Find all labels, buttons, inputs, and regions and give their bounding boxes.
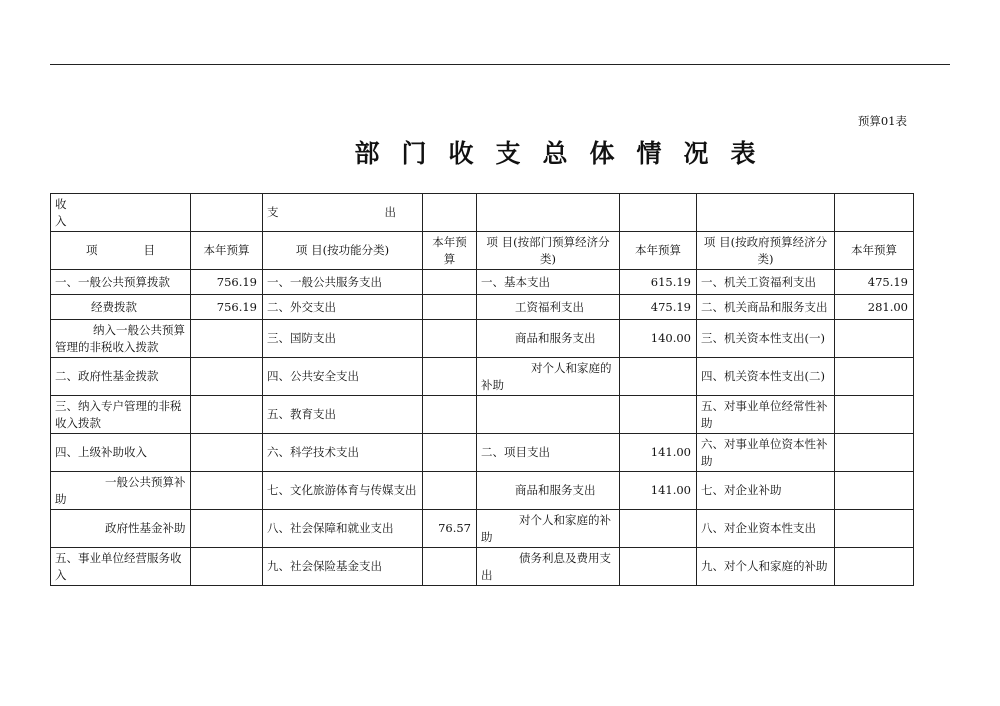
table-row: 五、事业单位经营服务收入 九、社会保险基金支出 债务利息及费用支出 九、对个人和家庭的补助 bbox=[51, 548, 914, 586]
table-row: 二、政府性基金拨款 四、公共安全支出 对个人和家庭的补助 四、机关资本性支出(二) bbox=[51, 358, 914, 396]
col-gov: 项 目(按政府预算经济分类) bbox=[697, 232, 835, 270]
table-row: 经费拨款 756.19 二、外交支出 工资福利支出 475.19 二、机关商品和服务支出 281.00 bbox=[51, 295, 914, 320]
top-rule bbox=[50, 64, 950, 65]
table-row: 政府性基金补助 八、社会保障和就业支出 76.57 对个人和家庭的补助 八、对企业资本性支出 bbox=[51, 510, 914, 548]
table-row: 一、一般公共预算拨款 756.19 一、一般公共服务支出 一、基本支出 615.19 一、机关工资福利支出 475.19 bbox=[51, 270, 914, 295]
col-amount4: 本年预算 bbox=[835, 232, 914, 270]
table-row: 纳入一般公共预算管理的非税收入拨款 三、国防支出 商品和服务支出 140.00 三、机关资本性支出(一) bbox=[51, 320, 914, 358]
income-label: 收入 bbox=[51, 194, 191, 232]
col-amount2: 本年预算 bbox=[423, 232, 477, 270]
col-func: 项 目(按功能分类) bbox=[263, 232, 423, 270]
table-row: 三、纳入专户管理的非税收入拨款 五、教育支出 五、对事业单位经常性补助 bbox=[51, 396, 914, 434]
table-row: 四、上级补助收入 六、科学技术支出 二、项目支出 141.00 六、对事业单位资本性补助 bbox=[51, 434, 914, 472]
col-amount: 本年预算 bbox=[191, 232, 263, 270]
page-title: 部门收支总体情况表 bbox=[354, 139, 778, 168]
header-row-2 bbox=[51, 232, 914, 270]
col-amount3: 本年预算 bbox=[620, 232, 697, 270]
budget-table bbox=[50, 193, 914, 586]
col-dept: 项 目(按部门预算经济分类) bbox=[477, 232, 620, 270]
expense-label: 支 出 bbox=[263, 194, 423, 232]
header-row-1 bbox=[51, 194, 914, 232]
table-id: 预算01表 bbox=[857, 114, 907, 128]
table-row: 一般公共预算补助 七、文化旅游体育与传媒支出 商品和服务支出 141.00 七、对企业补助 bbox=[51, 472, 914, 510]
col-item: 项 目 bbox=[51, 232, 191, 270]
